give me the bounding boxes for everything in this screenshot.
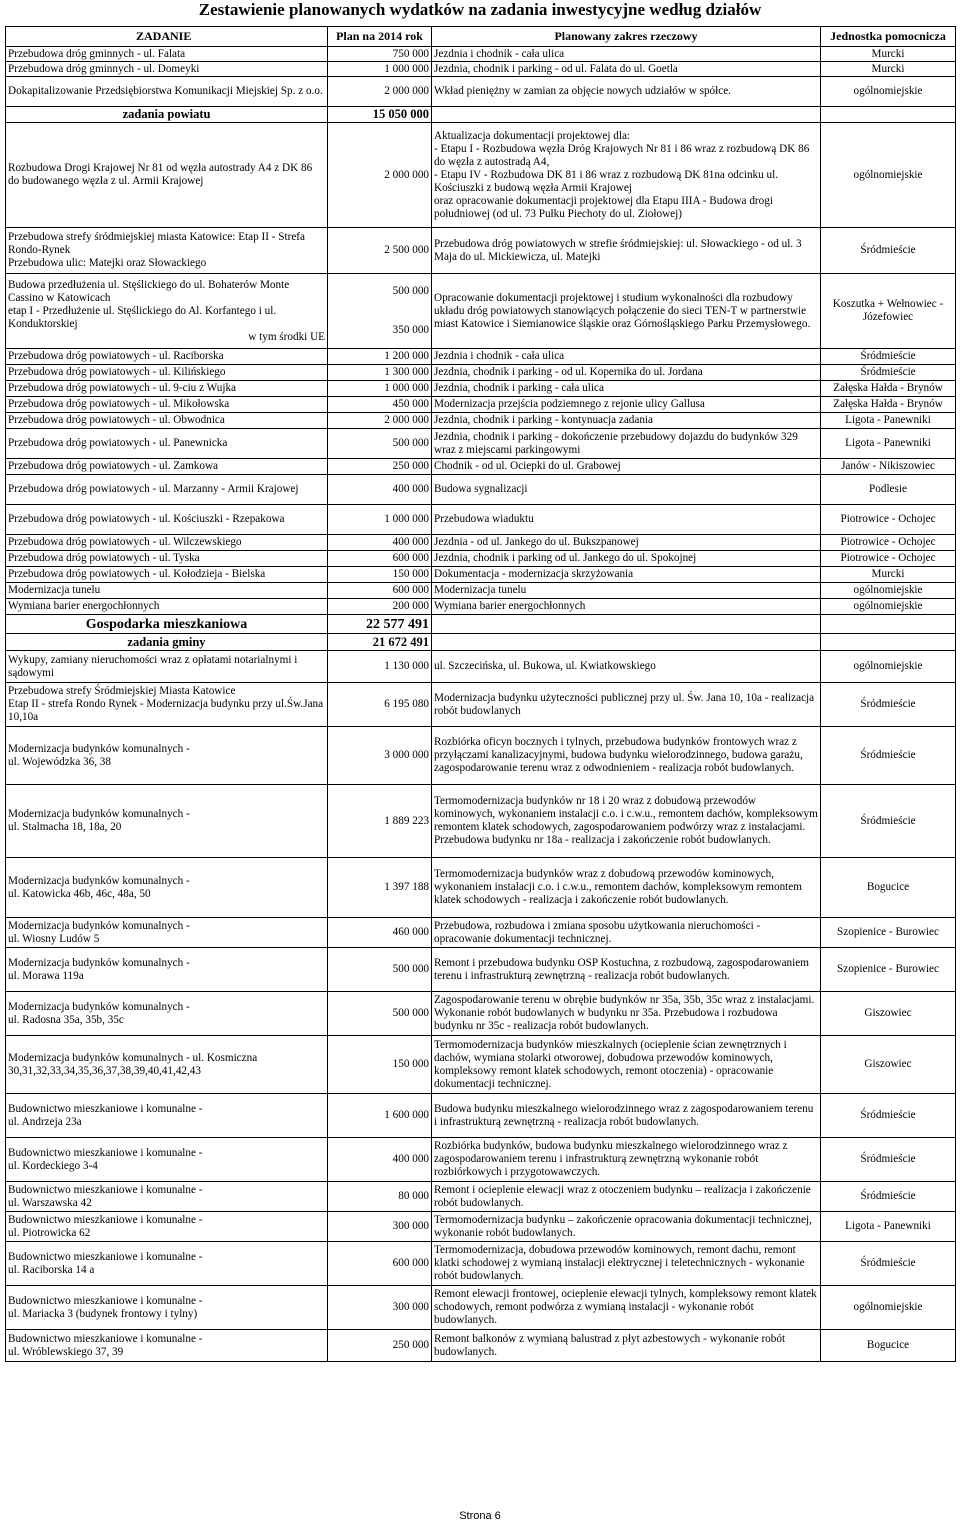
eu-funds-value: 350 000: [392, 324, 429, 336]
task-cell: Przebudowa strefy Śródmiejskiej Miasta Katowice Etap II - strefa Rondo Rynek - Modernizacja budynku przy ul.Św.Jana 10,10a: [6, 683, 328, 727]
unit-cell: Murcki: [821, 62, 956, 77]
table-row: [6, 785, 956, 858]
plan-cell: 1 000 000: [328, 505, 432, 535]
section-header-row: [6, 615, 956, 634]
unit-cell: ogólnomiejskie: [821, 123, 956, 228]
section-header-row: [6, 634, 956, 651]
task-cell: Przebudowa dróg powiatowych - ul. 9-ciu z Wujka: [6, 381, 328, 397]
unit-cell: Śródmieście: [821, 1182, 956, 1212]
table-row: [6, 948, 956, 992]
plan-cell: 250 000: [328, 1330, 432, 1362]
column-header-scope: Planowany zakres rzeczowy: [432, 27, 821, 47]
task-cell: Modernizacja tunelu: [6, 583, 328, 599]
empty-cell: [432, 107, 821, 123]
plan-cell: 500 000: [328, 429, 432, 459]
task-cell: Modernizacja budynków komunalnych - ul. Katowicka 46b, 46c, 48a, 50: [6, 858, 328, 918]
scope-cell: Jezdnia, chodnik i parking - dokończenie przebudowy dojazdu do budynków 329 wraz z miejscami parkingowymi: [432, 429, 821, 459]
table-row: [6, 397, 956, 413]
unit-cell: Śródmieście: [821, 1094, 956, 1138]
scope-cell: Wkład pieniężny w zamian za objęcie nowych udziałów w spółce.: [432, 77, 821, 107]
table-row: [6, 1036, 956, 1094]
task-cell: Przebudowa dróg powiatowych - ul. Zamkowa: [6, 459, 328, 475]
unit-cell: Murcki: [821, 567, 956, 583]
table-row: [6, 992, 956, 1036]
plan-cell: 300 000: [328, 1286, 432, 1330]
table-row: [6, 1138, 956, 1182]
scope-cell: Przebudowa dróg powiatowych w strefie śródmiejskiej: ul. Słowackiego - od ul. 3 Maja do ul. Mickiewicza, ul. Matejki: [432, 228, 821, 274]
task-cell: Przebudowa dróg powiatowych - ul. Mikołowska: [6, 397, 328, 413]
unit-cell: Piotrowice - Ochojec: [821, 551, 956, 567]
unit-cell: ogólnomiejskie: [821, 599, 956, 615]
scope-cell: Jezdnia, chodnik i parking - cała ulica: [432, 381, 821, 397]
unit-cell: Bogucice: [821, 1330, 956, 1362]
task-cell: Modernizacja budynków komunalnych - ul. Kosmiczna 30,31,32,33,34,35,36,37,38,39,40,41,42,43: [6, 1036, 328, 1094]
table-row: [6, 1182, 956, 1212]
table-row: [6, 567, 956, 583]
table-row: [6, 62, 956, 77]
unit-cell: Śródmieście: [821, 1242, 956, 1286]
table-header-row: [6, 27, 956, 47]
task-cell: Przebudowa dróg powiatowych - ul. Tyska: [6, 551, 328, 567]
table-body: [6, 47, 956, 1362]
table-row: [6, 583, 956, 599]
scope-cell: Rozbiórka budynków, budowa budynku mieszkalnego wielorodzinnego wraz z zagospodarowaniem terenu i infrastrukturą zewnętrzną wykonanie robót rozbiórkowych i przygotowawczych.: [432, 1138, 821, 1182]
table-row: [6, 505, 956, 535]
eu-funds-label: w tym środki UE: [248, 330, 325, 343]
scope-cell: Remont i ocieplenie elewacji wraz z otoczeniem budynku – realizacja i zakończenie robót budowlanych.: [432, 1182, 821, 1212]
plan-cell: 500 000: [328, 948, 432, 992]
section-title: zadania gminy: [6, 634, 328, 651]
scope-cell: Jezdnia, chodnik i parking od ul. Jankego do ul. Spokojnej: [432, 551, 821, 567]
task-cell: Wykupy, zamiany nieruchomości wraz z opłatami notarialnymi i sądowymi: [6, 651, 328, 683]
unit-cell: Śródmieście: [821, 683, 956, 727]
table-row: [6, 429, 956, 459]
unit-cell: Ligota - Panewniki: [821, 429, 956, 459]
scope-cell: Budowa sygnalizacji: [432, 475, 821, 505]
unit-cell: Koszutka + Wełnowiec - Józefowiec: [821, 274, 956, 349]
scope-cell: Rozbiórka oficyn bocznych i tylnych, przebudowa budynków frontowych wraz z przyłączami kanalizacyjnymi, budowa budynku wielorodzinnego, budowa garażu, zagospodarowanie terenu wraz z odwodnieniem - realizacja robót budowlanych.: [432, 727, 821, 785]
task-cell: Budownictwo mieszkaniowe i komunalne - ul. Mariacka 3 (budynek frontowy i tylny): [6, 1286, 328, 1330]
plan-cell: 2 000 000: [328, 77, 432, 107]
task-cell: Przebudowa dróg powiatowych - ul. Kołodzieja - Bielska: [6, 567, 328, 583]
table-row: [6, 599, 956, 615]
page-footer: Strona 6: [459, 1510, 501, 1522]
empty-cell: [821, 615, 956, 634]
task-cell: Przebudowa dróg powiatowych - ul. Kościuszki - Rzepakowa: [6, 505, 328, 535]
unit-cell: ogólnomiejskie: [821, 651, 956, 683]
section-total: 22 577 491: [328, 615, 432, 634]
table-row: [6, 1286, 956, 1330]
empty-cell: [432, 615, 821, 634]
table-row: [6, 47, 956, 62]
scope-cell: Termomodernizacja budynków wraz z dobudową przewodów kominowych, wykonaniem instalacji c.o. i c.w.u., remontem dachów, kompleksowym remontem klatek schodowych - realizacja i zakończenie robót budowlanych.: [432, 858, 821, 918]
plan-cell: 150 000: [328, 1036, 432, 1094]
scope-cell: Opracowanie dokumentacji projektowej i studium wykonalności dla rozbudowy układu dróg powiatowych stanowiących połączenie do sieci TEN-T w partnerstwie miast Katowice i Siemianowice śląskie oraz Górnośląskiego Parku Przemysłowego.: [432, 274, 821, 349]
empty-cell: [432, 634, 821, 651]
task-cell: Przebudowa dróg powiatowych - ul. Obwodnica: [6, 413, 328, 429]
section-total: 21 672 491: [328, 634, 432, 651]
table-row: [6, 413, 956, 429]
scope-cell: Jezdnia, chodnik i parking - kontynuacja zadania: [432, 413, 821, 429]
task-cell: Modernizacja budynków komunalnych - ul. Morawa 119a: [6, 948, 328, 992]
plan-cell: 460 000: [328, 918, 432, 948]
plan-cell: 2 000 000: [328, 123, 432, 228]
task-cell: Przebudowa dróg powiatowych - ul. Marzanny - Armii Krajowej: [6, 475, 328, 505]
scope-cell: Zagospodarowanie terenu w obrębie budynków nr 35a, 35b, 35c wraz z instalacjami. Wykonanie robót budowlanych w budynku nr 35a. Przebudowa i rozbudowa budynku nr 35c - realizacja robót budowlanych.: [432, 992, 821, 1036]
column-header-unit: Jednostka pomocnicza: [821, 27, 956, 47]
unit-cell: ogólnomiejskie: [821, 77, 956, 107]
plan-cell: 750 000: [328, 47, 432, 62]
unit-cell: Śródmieście: [821, 727, 956, 785]
task-cell: Przebudowa strefy śródmiejskiej miasta Katowice: Etap II - Strefa Rondo-Rynek Przebudowa ulic: Matejki oraz Słowackiego: [6, 228, 328, 274]
plan-cell: 600 000: [328, 583, 432, 599]
table-row: [6, 77, 956, 107]
unit-cell: ogólnomiejskie: [821, 1286, 956, 1330]
unit-cell: Giszowiec: [821, 992, 956, 1036]
task-cell: Budownictwo mieszkaniowe i komunalne - ul. Wróblewskiego 37, 39: [6, 1330, 328, 1362]
table-row: [6, 1330, 956, 1362]
task-cell: Przebudowa dróg powiatowych - ul. Raciborska: [6, 349, 328, 365]
section-header-row: [6, 107, 956, 123]
scope-cell: Wymiana barier energochłonnych: [432, 599, 821, 615]
plan-cell: 250 000: [328, 459, 432, 475]
unit-cell: Ligota - Panewniki: [821, 413, 956, 429]
task-cell: Budowa przedłużenia ul. Stęślickiego do ul. Bohaterów Monte Cassino w Katowicach etap I - Przedłużenie ul. Stęślickiego do Al. Korfantego i ul. Konduktorskiej w tym środki UE: [6, 274, 328, 349]
scope-cell: Jezdnia, chodnik i parking - od ul. Kopernika do ul. Jordana: [432, 365, 821, 381]
scope-cell: Remont i przebudowa budynku OSP Kostuchna, z rozbudową, zagospodarowaniem terenu i infrastrukturą zewnętrzną - realizacja robót budowlanych.: [432, 948, 821, 992]
unit-cell: Załęska Hałda - Brynów: [821, 381, 956, 397]
unit-cell: Śródmieście: [821, 349, 956, 365]
column-header-task: ZADANIE: [6, 27, 328, 47]
plan-cell: 1 397 188: [328, 858, 432, 918]
investment-table: [5, 26, 956, 1362]
unit-cell: Szopienice - Burowiec: [821, 918, 956, 948]
plan-cell: 600 000: [328, 1242, 432, 1286]
table-row: [6, 274, 956, 349]
unit-cell: Murcki: [821, 47, 956, 62]
unit-cell: Śródmieście: [821, 228, 956, 274]
table-row: [6, 535, 956, 551]
section-total: 15 050 000: [328, 107, 432, 123]
unit-cell: Piotrowice - Ochojec: [821, 535, 956, 551]
plan-cell: 500 000: [328, 992, 432, 1036]
page-title: Zestawienie planowanych wydatków na zadania inwestycyjne według działów: [198, 0, 762, 19]
plan-cell: 1 200 000: [328, 349, 432, 365]
scope-cell: Przebudowa wiaduktu: [432, 505, 821, 535]
task-cell: Modernizacja budynków komunalnych - ul. Stalmacha 18, 18a, 20: [6, 785, 328, 858]
section-title: Gospodarka mieszkaniowa: [6, 615, 328, 634]
scope-cell: Jezdnia - od ul. Jankego do ul. Bukszpanowej: [432, 535, 821, 551]
table-row: [6, 381, 956, 397]
plan-cell: 500 000 350 000: [328, 274, 432, 349]
task-cell: Modernizacja budynków komunalnych - ul. Wojewódzka 36, 38: [6, 727, 328, 785]
table-row: [6, 228, 956, 274]
table-row: [6, 1242, 956, 1286]
task-cell: Modernizacja budynków komunalnych - ul. Wiosny Ludów 5: [6, 918, 328, 948]
plan-cell: 450 000: [328, 397, 432, 413]
task-cell: Przebudowa dróg gminnych - ul. Falata: [6, 47, 328, 62]
unit-cell: Śródmieście: [821, 365, 956, 381]
empty-cell: [821, 107, 956, 123]
task-cell: Rozbudowa Drogi Krajowej Nr 81 od węzła autostrady A4 z DK 86 do budowanego węzła z ul. Armii Krajowej: [6, 123, 328, 228]
plan-cell: 600 000: [328, 551, 432, 567]
scope-cell: Aktualizacja dokumentacji projektowej dla: - Etapu I - Rozbudowa węzła Dróg Krajowych Nr 81 i 86 wraz z rozbudową DK 86 do węzła z autostradą A4, - Etapu IV - Rozbudowa DK 81 i 86 wraz z rozbudową DK 81na odcinku ul. Kościuszki z budową węzła Armii Krajowej oraz opracowanie dokumentacji projektowej dla Etapu IIIA - Budowa drogi południowej (od ul. 73 Pułku Piechoty do ul. Ziołowej): [432, 123, 821, 228]
table-row: [6, 858, 956, 918]
section-title: zadania powiatu: [6, 107, 328, 123]
column-header-plan: Plan na 2014 rok: [328, 27, 432, 47]
task-cell: Budownictwo mieszkaniowe i komunalne - ul. Piotrowicka 62: [6, 1212, 328, 1242]
task-cell: Modernizacja budynków komunalnych - ul. Radosna 35a, 35b, 35c: [6, 992, 328, 1036]
plan-cell: 1 000 000: [328, 381, 432, 397]
unit-cell: Janów - Nikiszowiec: [821, 459, 956, 475]
table-row: [6, 123, 956, 228]
plan-cell: 300 000: [328, 1212, 432, 1242]
plan-cell: 2 500 000: [328, 228, 432, 274]
table-row: [6, 459, 956, 475]
task-cell: Budownictwo mieszkaniowe i komunalne - ul. Raciborska 14 a: [6, 1242, 328, 1286]
plan-cell: 1 000 000: [328, 62, 432, 77]
plan-cell: 1 300 000: [328, 365, 432, 381]
plan-cell: 200 000: [328, 599, 432, 615]
scope-cell: Jezdnia i chodnik - cała ulica: [432, 349, 821, 365]
scope-cell: Modernizacja budynku użyteczności publicznej przy ul. Św. Jana 10, 10a - realizacja robót budowlanych: [432, 683, 821, 727]
unit-cell: Załęska Hałda - Brynów: [821, 397, 956, 413]
unit-cell: Śródmieście: [821, 1138, 956, 1182]
unit-cell: Szopienice - Burowiec: [821, 948, 956, 992]
scope-cell: Budowa budynku mieszkalnego wielorodzinnego wraz z zagospodarowaniem terenu i infrastrukturą zewnętrzną - realizacja robót budowlanych.: [432, 1094, 821, 1138]
empty-cell: [821, 634, 956, 651]
table-row: [6, 651, 956, 683]
scope-cell: Remont balkonów z wymianą balustrad z płyt azbestowych - wykonanie robót budowlanych.: [432, 1330, 821, 1362]
task-cell: Przebudowa dróg powiatowych - ul. Wilczewskiego: [6, 535, 328, 551]
table-row: [6, 349, 956, 365]
plan-cell: 400 000: [328, 535, 432, 551]
scope-cell: Dokumentacja - modernizacja skrzyżowania: [432, 567, 821, 583]
unit-cell: Śródmieście: [821, 785, 956, 858]
table-row: [6, 551, 956, 567]
scope-cell: Chodnik - od ul. Ociepki do ul. Grabowej: [432, 459, 821, 475]
task-cell: Dokapitalizowanie Przedsiębiorstwa Komunikacji Miejskiej Sp. z o.o.: [6, 77, 328, 107]
task-cell: Budownictwo mieszkaniowe i komunalne - ul. Andrzeja 23a: [6, 1094, 328, 1138]
unit-cell: Piotrowice - Ochojec: [821, 505, 956, 535]
plan-cell: 1 889 223: [328, 785, 432, 858]
plan-cell: 2 000 000: [328, 413, 432, 429]
task-cell: Budownictwo mieszkaniowe i komunalne - ul. Kordeckiego 3-4: [6, 1138, 328, 1182]
plan-cell: 3 000 000: [328, 727, 432, 785]
scope-cell: Jezdnia, chodnik i parking - od ul. Falata do ul. Goetla: [432, 62, 821, 77]
table-row: [6, 475, 956, 505]
plan-cell: 400 000: [328, 475, 432, 505]
task-cell: Budownictwo mieszkaniowe i komunalne - ul. Warszawska 42: [6, 1182, 328, 1212]
table-row: [6, 727, 956, 785]
unit-cell: Bogucice: [821, 858, 956, 918]
scope-cell: Jezdnia i chodnik - cała ulica: [432, 47, 821, 62]
table-row: [6, 683, 956, 727]
plan-cell: 1 600 000: [328, 1094, 432, 1138]
task-cell: Przebudowa dróg powiatowych - ul. Panewnicka: [6, 429, 328, 459]
task-cell: Przebudowa dróg gminnych - ul. Domeyki: [6, 62, 328, 77]
task-cell: Wymiana barier energochłonnych: [6, 599, 328, 615]
table-row: [6, 1094, 956, 1138]
scope-cell: Termomodernizacja budynku – zakończenie opracowania dokumentacji technicznej, wykonanie robót budowlanych.: [432, 1212, 821, 1242]
unit-cell: Podlesie: [821, 475, 956, 505]
scope-cell: Termomodernizacja, dobudowa przewodów kominowych, remont dachu, remont klatki schodowej z wymianą instalacji elektrycznej i teletechnicznych - wykonanie robót budowlanych.: [432, 1242, 821, 1286]
scope-cell: Termomodernizacja budynków mieszkalnych (ocieplenie ścian zewnętrznych i dachów, wymiana stolarki otworowej, dobudowa przewodów kominowych, kompleksowy remont klatek schodowych, remont otoczenia) - opracowanie dokumentacji technicznej.: [432, 1036, 821, 1094]
table-row: [6, 918, 956, 948]
plan-cell: 1 130 000: [328, 651, 432, 683]
scope-cell: Remont elewacji frontowej, ocieplenie elewacji tylnych, kompleksowy remont klatek schodowych, remont podwórza z wymianą instalacji - wykonanie robót budowlanych.: [432, 1286, 821, 1330]
unit-cell: ogólnomiejskie: [821, 583, 956, 599]
table-row: [6, 365, 956, 381]
scope-cell: Modernizacja przejścia podziemnego z rejonie ulicy Gallusa: [432, 397, 821, 413]
scope-cell: Przebudowa, rozbudowa i zmiana sposobu użytkowania nieruchomości - opracowanie dokumentacji technicznej.: [432, 918, 821, 948]
unit-cell: Ligota - Panewniki: [821, 1212, 956, 1242]
scope-cell: Termomodernizacja budynków nr 18 i 20 wraz z dobudową przewodów kominowych, wykonaniem instalacji c.o. i c.w.u., remontem dachów, kompleksowym remontem klatek schodowych, zagospodarowaniem podwórzy wraz z instalacjami. Przebudowa budynku nr 18a - realizacja i zakończenie robót budowlanych.: [432, 785, 821, 858]
unit-cell: Giszowiec: [821, 1036, 956, 1094]
scope-cell: Modernizacja tunelu: [432, 583, 821, 599]
plan-cell: 80 000: [328, 1182, 432, 1212]
task-cell: Przebudowa dróg powiatowych - ul. Kilińskiego: [6, 365, 328, 381]
scope-cell: ul. Szczecińska, ul. Bukowa, ul. Kwiatkowskiego: [432, 651, 821, 683]
table-row: [6, 1212, 956, 1242]
plan-cell: 6 195 080: [328, 683, 432, 727]
plan-cell: 150 000: [328, 567, 432, 583]
plan-cell: 400 000: [328, 1138, 432, 1182]
